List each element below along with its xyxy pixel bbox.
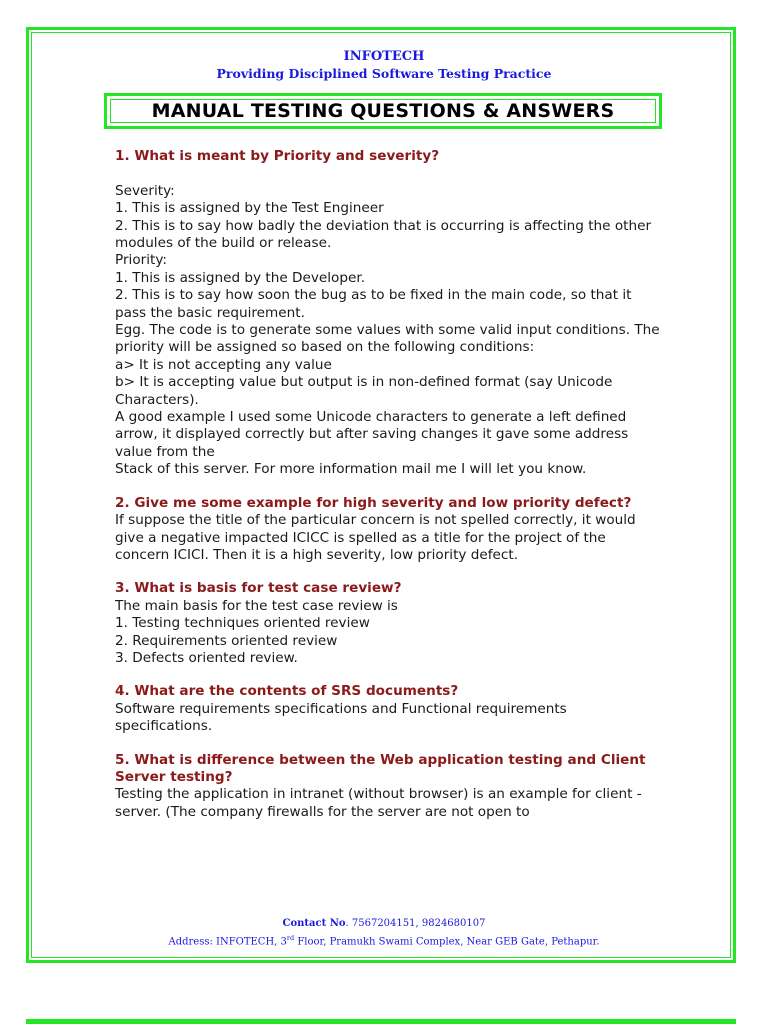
answer-line: Severity:	[115, 182, 175, 199]
answer-line: 1. This is assigned by the Test Engineer	[115, 200, 384, 217]
answer-line: 3. Defects oriented review.	[115, 649, 298, 666]
address-line	[0, 931, 768, 949]
answer-line: 2. This is to say how soon the bug as to be fixed in the main code, so that it pass the basic requirement.	[115, 287, 632, 321]
company-name: INFOTECH	[343, 49, 425, 64]
contact-label: Contact No	[282, 918, 346, 929]
answer-line: 1. This is assigned by the Developer.	[115, 269, 366, 286]
answer-line: b> It is accepting value but output is in non-defined format (say Unicode Characters).	[115, 374, 613, 408]
answer-line: 2. Requirements oriented review	[115, 632, 338, 649]
question-heading: 5. What is difference between the Web application testing and Client Server testing?	[115, 751, 646, 785]
answer-line: Priority:	[115, 252, 167, 269]
address-suffix: Floor, Pramukh Swami Complex, Near GEB Gate, Pethapur.	[294, 936, 600, 948]
document-header	[0, 48, 768, 82]
answer-line: Egg. The code is to generate some values with some valid input conditions. The priority will be assigned so based on the following conditions:	[115, 322, 660, 356]
answer-line: A good example I used some Unicode characters to generate a left defined arrow, it displayed correctly but after saving changes it gave some address value from the	[115, 409, 629, 460]
answer-line: Testing the application in intranet (without browser) is an example for client -server. (The company firewalls for the server are not open to	[115, 786, 642, 820]
next-page-border	[26, 1019, 736, 1024]
contact-numbers: . 7567204151, 9824680107	[345, 918, 486, 929]
qa-content	[115, 148, 660, 821]
answer-line: 2. This is to say how badly the deviation that is occurring is affecting the other modules of the build or release.	[115, 217, 652, 252]
answer-line: The main basis for the test case review is	[115, 597, 398, 614]
company-tagline: Providing Disciplined Software Testing Practice	[216, 66, 552, 81]
qa-section	[115, 683, 660, 735]
address-sup: rd	[286, 934, 295, 942]
question-heading: 3. What is basis for test case review?	[115, 580, 402, 597]
address-prefix: Address: INFOTECH, 3	[168, 936, 287, 948]
qa-section	[115, 580, 660, 667]
document-footer	[0, 917, 768, 949]
title-box	[104, 93, 662, 129]
question-heading: 4. What are the contents of SRS documents?	[115, 683, 459, 700]
qa-section	[115, 752, 660, 822]
answer-line: a> It is not accepting any value	[115, 356, 332, 373]
question-heading: 1. What is meant by Priority and severity?	[115, 148, 440, 164]
question-heading: 2. Give me some example for high severity and low priority defect?	[115, 494, 632, 511]
answer-line: If suppose the title of the particular concern is not spelled correctly, it would give a negative impacted ICICC is spelled as a title for the project of the concern ICICI. Then it is a high severity, low priority defect.	[115, 512, 636, 563]
answer-line: Stack of this server. For more information mail me I will let you know.	[115, 461, 587, 478]
qa-section	[115, 495, 660, 565]
qa-section	[115, 148, 660, 479]
contact-line	[0, 917, 768, 931]
answer-line: 1. Testing techniques oriented review	[115, 615, 370, 632]
page-title: MANUAL TESTING QUESTIONS & ANSWERS	[151, 100, 615, 122]
answer-line: Software requirements specifications and Functional requirements specifications.	[115, 700, 567, 735]
